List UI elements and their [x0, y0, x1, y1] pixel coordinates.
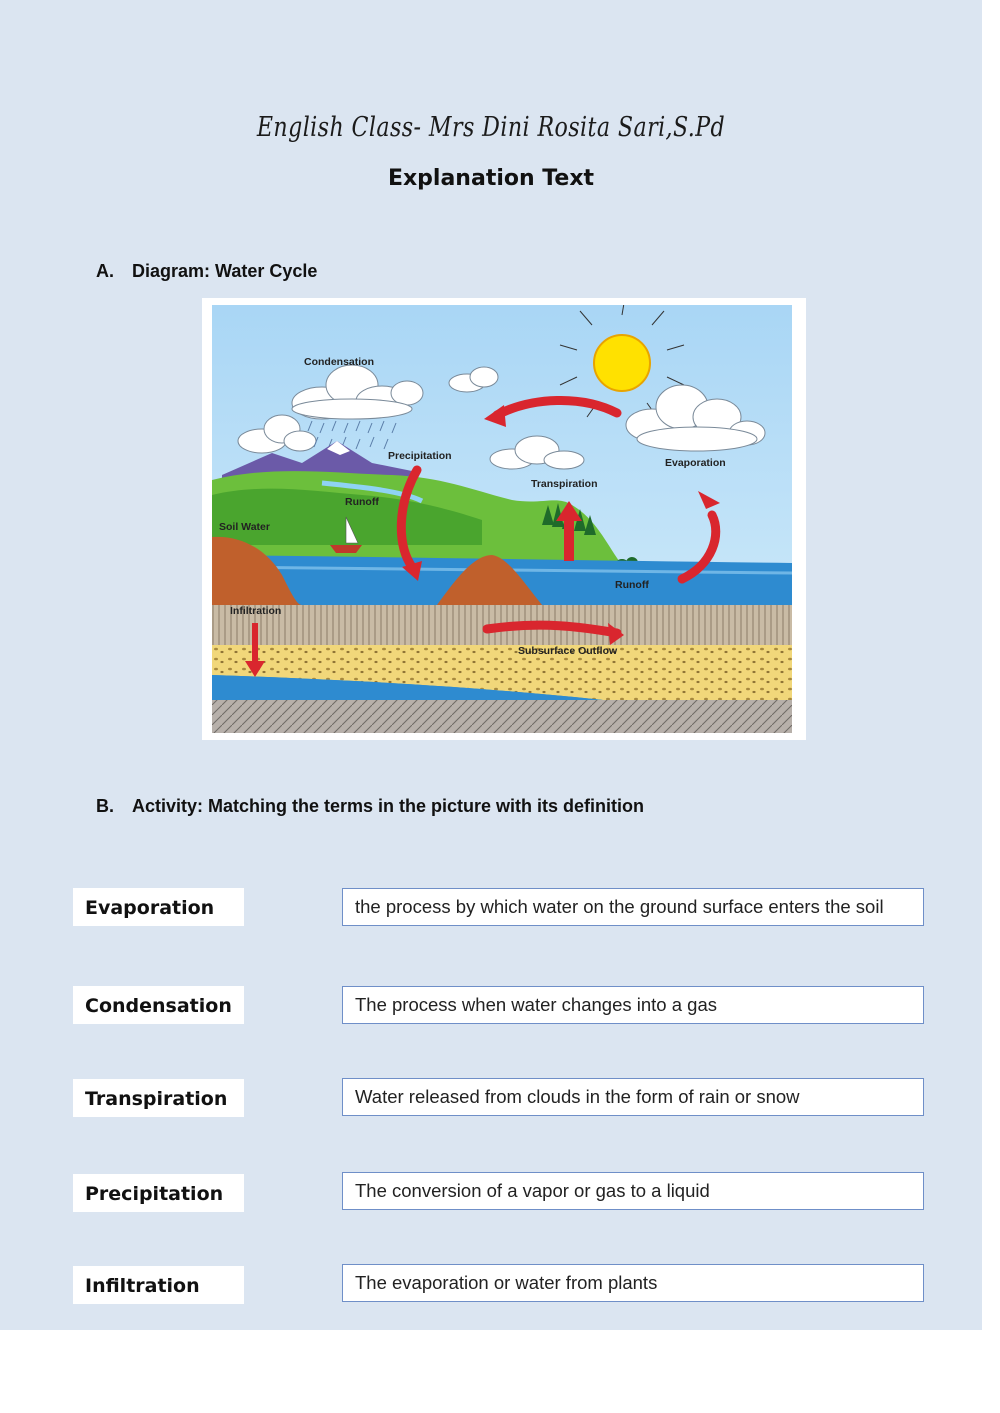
term-condensation[interactable]: Condensation: [73, 986, 244, 1024]
label-runoff-bottom: Runoff: [615, 579, 649, 591]
label-soil-water: Soil Water: [219, 521, 270, 533]
label-subsurface-outflow: Subsurface Outflow: [518, 645, 618, 657]
label-transpiration: Transpiration: [531, 478, 598, 490]
handwritten-class-title: English Class- Mrs Dini Rosita Sari,S.Pd: [256, 112, 726, 143]
water-cycle-illustration: [212, 305, 792, 733]
page-title: Explanation Text: [387, 166, 595, 191]
section-a-title: Diagram: Water Cycle: [132, 261, 318, 281]
definition-box-2[interactable]: The process when water changes into a gas: [342, 986, 924, 1024]
label-condensation: Condensation: [304, 356, 374, 368]
section-b-title: Activity: Matching the terms in the picture with its definition: [132, 796, 645, 816]
definition-box-4[interactable]: The conversion of a vapor or gas to a liquid: [342, 1172, 924, 1210]
label-runoff-top: Runoff: [345, 496, 379, 508]
term-infiltration[interactable]: Infiltration: [73, 1266, 244, 1304]
term-evaporation[interactable]: Evaporation: [73, 888, 244, 926]
bedrock-layer: [212, 700, 792, 733]
term-precipitation[interactable]: Precipitation: [73, 1174, 244, 1212]
definition-box-5[interactable]: The evaporation or water from plants: [342, 1264, 924, 1302]
definition-box-1[interactable]: the process by which water on the ground surface enters the soil: [342, 888, 924, 926]
term-transpiration[interactable]: Transpiration: [73, 1079, 244, 1117]
section-b-heading: [96, 796, 644, 817]
section-b-letter: B.: [96, 796, 114, 816]
label-precipitation: Precipitation: [388, 450, 452, 462]
definition-box-3[interactable]: Water released from clouds in the form of rain or snow: [342, 1078, 924, 1116]
section-a-heading: [96, 261, 317, 282]
label-evaporation: Evaporation: [665, 457, 726, 469]
section-a-letter: A.: [96, 261, 114, 281]
water-cycle-diagram: [202, 298, 806, 740]
label-infiltration: Infiltration: [230, 605, 282, 617]
